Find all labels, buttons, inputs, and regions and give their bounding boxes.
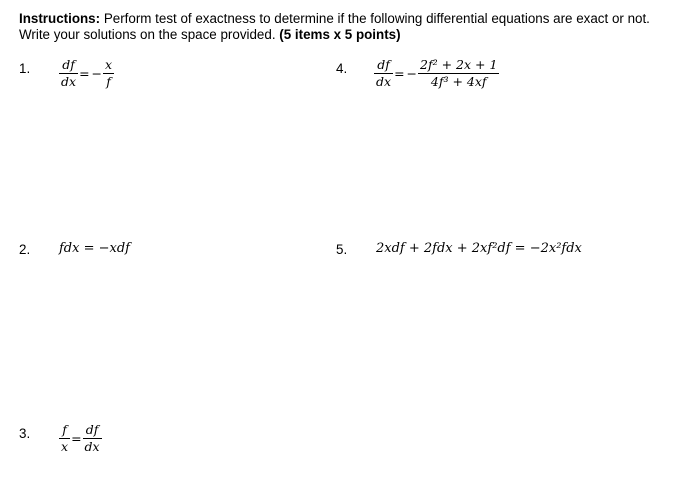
instructions-points: (5 items x 5 points): [279, 27, 401, 42]
item-1: [19, 58, 319, 98]
lhs-fraction: [59, 58, 78, 89]
instructions: [19, 11, 669, 43]
item-number: 5.: [336, 242, 348, 257]
equation: 2xdf + 2fdx + 2xf²df = −2x²fdx: [376, 241, 582, 256]
rhs-numerator: x: [105, 57, 113, 72]
rhs-fraction: [83, 423, 102, 454]
item-number: 2.: [19, 242, 31, 257]
rhs-denominator: f: [106, 74, 111, 89]
equals-sign: =: [71, 431, 82, 446]
equals-sign: =: [394, 66, 405, 81]
equation: fdx = −xdf: [59, 241, 130, 256]
equals-sign: =: [79, 66, 90, 81]
lhs-numerator: df: [374, 58, 393, 74]
minus-sign: −: [91, 66, 103, 81]
lhs-fraction: [374, 58, 393, 89]
instructions-text: Perform test of exactness to determine if the following differential equations are exact or not. Write your solutions on the space provided.: [19, 11, 650, 42]
minus-sign: −: [406, 66, 418, 81]
rhs-fraction: [103, 58, 114, 89]
item-number: 3.: [19, 426, 31, 441]
rhs-numerator: 2f² + 2x + 1: [420, 57, 498, 72]
lhs-denominator: dx: [61, 74, 77, 89]
instructions-label: Instructions:: [19, 11, 101, 26]
rhs-denominator: dx: [84, 439, 100, 454]
lhs-numerator: f: [59, 423, 70, 439]
item-2: [19, 242, 319, 282]
equation: [59, 58, 114, 89]
lhs-numerator: df: [59, 58, 78, 74]
item-number: 4.: [336, 61, 348, 76]
item-number: 1.: [19, 61, 31, 76]
lhs-denominator: x: [61, 439, 69, 454]
item-4: [336, 58, 666, 98]
rhs-fraction: [418, 58, 499, 89]
equation: [374, 58, 499, 89]
equation: [59, 423, 102, 454]
lhs-denominator: dx: [376, 74, 392, 89]
lhs-fraction: [59, 423, 70, 454]
rhs-numerator: df: [83, 423, 102, 439]
item-5: [336, 242, 666, 282]
rhs-denominator: 4f³ + 4xf: [430, 74, 487, 89]
item-3: [19, 423, 319, 463]
